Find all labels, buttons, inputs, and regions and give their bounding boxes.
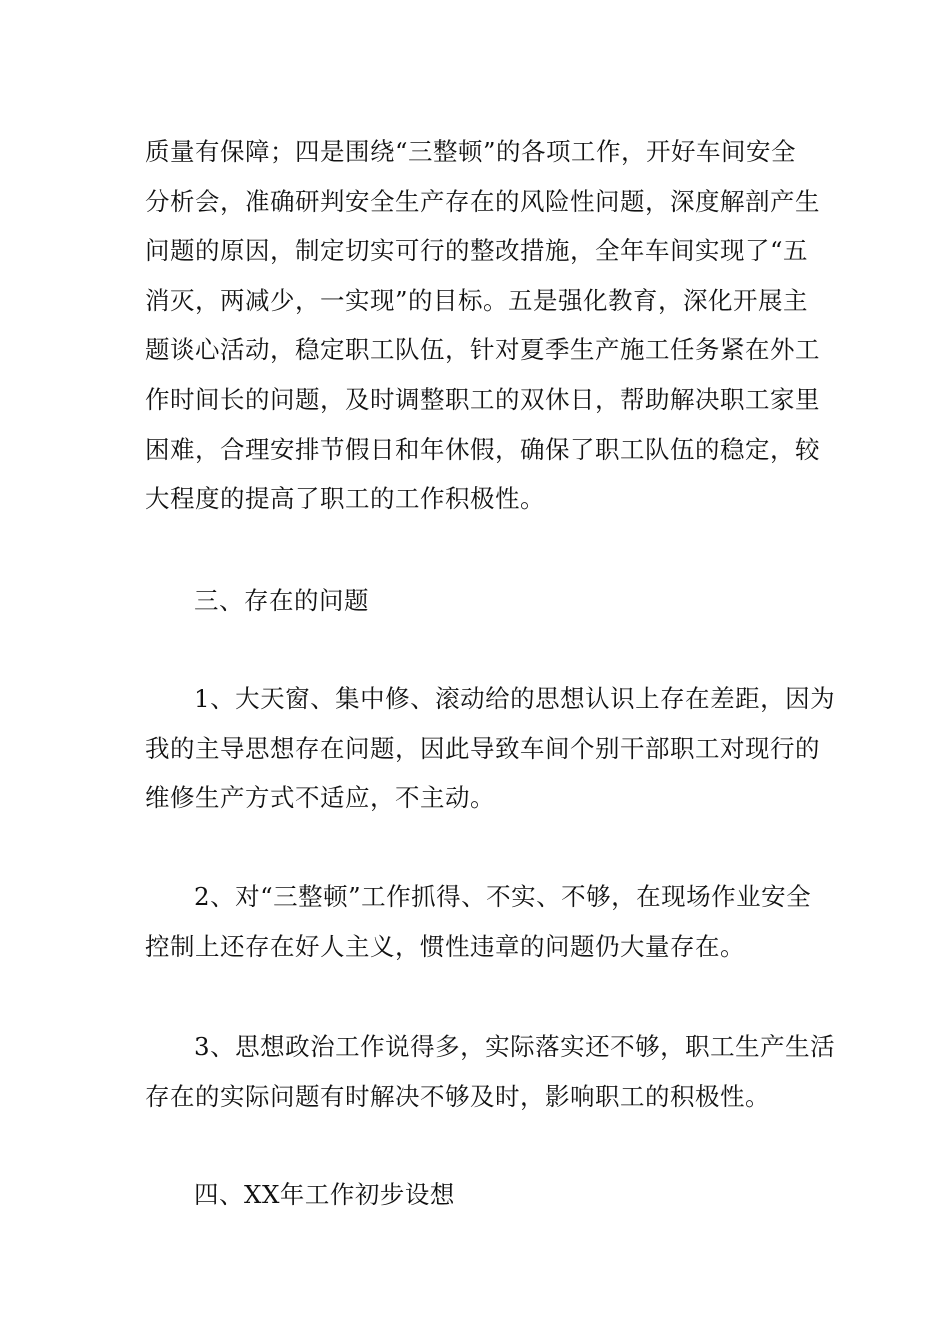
text-line: 控制上还存在好人主义，惯性违章的问题仍大量存在。 — [145, 931, 745, 961]
text-line: 3、思想政治工作说得多，实际落实还不够，职工生产生活 — [194, 1032, 836, 1061]
problem-item-1 — [145, 674, 836, 823]
text-line: 困难，合理安排节假日和年休假，确保了职工队伍的稳定，较 — [145, 434, 820, 464]
text-line: 存在的实际问题有时解决不够及时，影响职工的积极性。 — [145, 1081, 770, 1111]
text-line: 2、对“三整顿”工作抓得、不实、不够，在现场作业安全 — [194, 882, 812, 911]
text-line: 消灭，两减少，一实现”的目标。五是强化教育，深化开展主 — [145, 285, 809, 315]
text-line: 维修生产方式不适应，不主动。 — [145, 783, 495, 813]
section-heading-problems: 三、存在的问题 — [194, 586, 369, 615]
text-line: 1、大天窗、集中修、滚动给的思想认识上存在差距，因为 — [194, 684, 836, 713]
text-line: 质量有保障；四是围绕“三整顿”的各项工作，开好车间安全 — [145, 137, 797, 166]
problem-item-3 — [145, 1022, 836, 1121]
text-line: 题谈心活动，稳定职工队伍，针对夏季生产施工任务紧在外工 — [145, 335, 820, 365]
text-line: 问题的原因，制定切实可行的整改措施，全年车间实现了“五 — [145, 236, 809, 266]
text-line: 分析会，准确研判安全生产存在的风险性问题，深度解剖产生 — [145, 186, 820, 216]
text-line: 大程度的提高了职工的工作积极性。 — [145, 484, 545, 514]
problem-item-2 — [145, 872, 810, 971]
paragraph-achievements — [145, 127, 820, 524]
text-line: 我的主导思想存在问题，因此导致车间个别干部职工对现行的 — [145, 733, 820, 763]
section-heading-plans: 四、XX年工作初步设想 — [194, 1180, 455, 1209]
text-line: 作时间长的问题，及时调整职工的双休日，帮助解决职工家里 — [145, 384, 820, 414]
